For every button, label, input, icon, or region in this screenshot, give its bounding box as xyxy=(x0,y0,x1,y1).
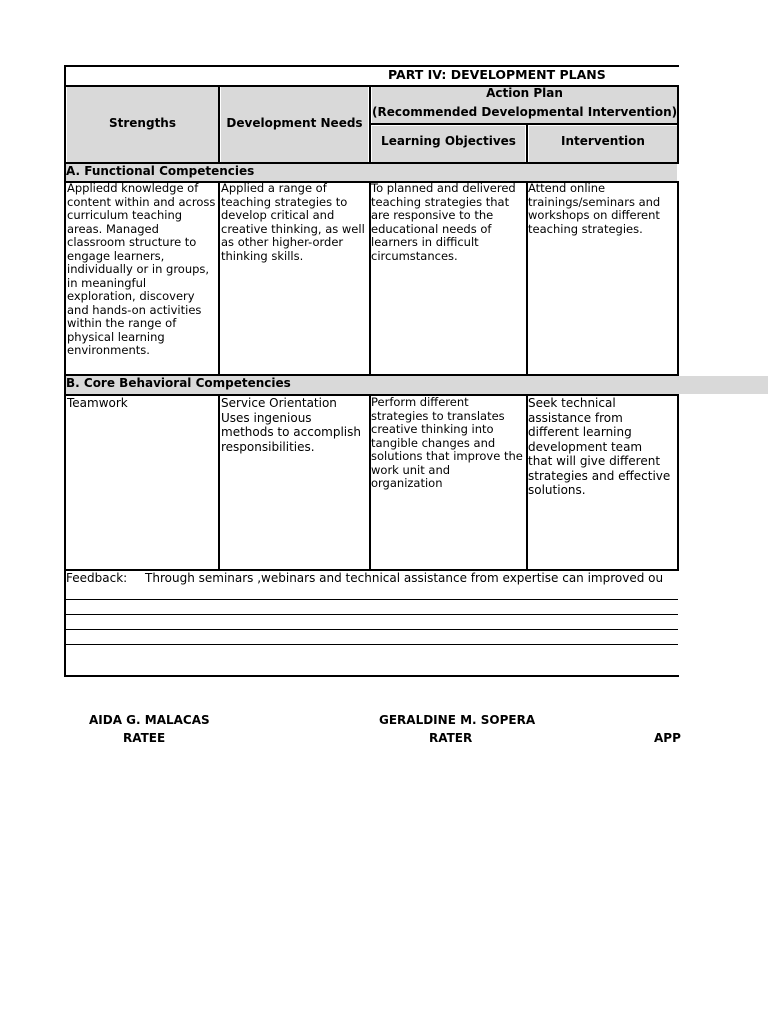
section-a-right-line xyxy=(677,181,679,376)
section-a-vline-1 xyxy=(218,181,220,376)
part-title: PART IV: DEVELOPMENT PLANS xyxy=(388,67,606,82)
feedback-text: Through seminars ,webinars and technical assistance from expertise can improved ou xyxy=(145,571,664,585)
header-intervention: Intervention xyxy=(561,134,645,148)
header-learning-objectives: Learning Objectives xyxy=(381,134,516,148)
feedback-row xyxy=(66,571,678,588)
section-b-learning-objectives: Perform different strategies to translates creative thinking into tangible changes and solutions that improve the work unit and organization xyxy=(371,395,523,490)
feedback-line-1 xyxy=(66,599,678,600)
section-a-intervention: Attend online trainings/seminars and workshops on different teaching strategies. xyxy=(528,181,661,236)
feedback-line-3 xyxy=(66,629,678,630)
header-action-plan-sub: (Recommended Developmental Intervention) xyxy=(372,105,678,119)
header-mid-line xyxy=(370,123,679,125)
section-b-intervention: Seek technical assistance from different learning development team that will give different strategies and effective solutions. xyxy=(528,396,671,497)
section-b-title: B. Core Behavioral Competencies xyxy=(66,376,291,390)
header-vline-2 xyxy=(369,85,371,164)
feedback-label: Feedback: xyxy=(66,571,128,585)
header-development-needs: Development Needs xyxy=(226,116,363,130)
section-b-strengths: Teamwork xyxy=(67,396,128,410)
ratee-name: AIDA G. MALACAS xyxy=(89,713,210,727)
section-a-learning-objectives: To planned and delivered teaching strategies that are responsive to the educational needs of learners in difficult circumstances. xyxy=(371,181,516,263)
header-vline-3 xyxy=(526,123,528,164)
header-vline-1 xyxy=(218,85,220,164)
section-b-development-needs: Service Orientation Uses ingenious methods to accomplish responsibilities. xyxy=(221,396,361,454)
section-b-right-line xyxy=(677,394,679,571)
section-a-development-needs: Applied a range of teaching strategies to develop critical and creative thinking, as well as other higher-order thinking skills. xyxy=(221,181,365,263)
header-strengths: Strengths xyxy=(109,116,176,130)
approver-role-partial: APP xyxy=(654,731,681,745)
section-a-title: A. Functional Competencies xyxy=(66,164,255,178)
feedback-line-2 xyxy=(66,614,678,615)
rater-role: RATER xyxy=(429,731,473,745)
feedback-line-4 xyxy=(66,644,678,645)
header-right-line xyxy=(677,85,679,164)
outer-bottom-border xyxy=(64,675,679,677)
rater-name: GERALDINE M. SOPERA xyxy=(379,713,536,727)
ratee-role: RATEE xyxy=(123,731,166,745)
header-action-plan: Action Plan xyxy=(486,86,563,100)
section-a-strengths: Appliedd knowledge of content within and across curriculum teaching areas. Managed classroom structure to engage learners, individually or in groups, in meaningful exploration, discovery and hands-on activities within the range of physical learning environments. xyxy=(67,181,216,357)
section-b-vline-1 xyxy=(218,394,220,571)
